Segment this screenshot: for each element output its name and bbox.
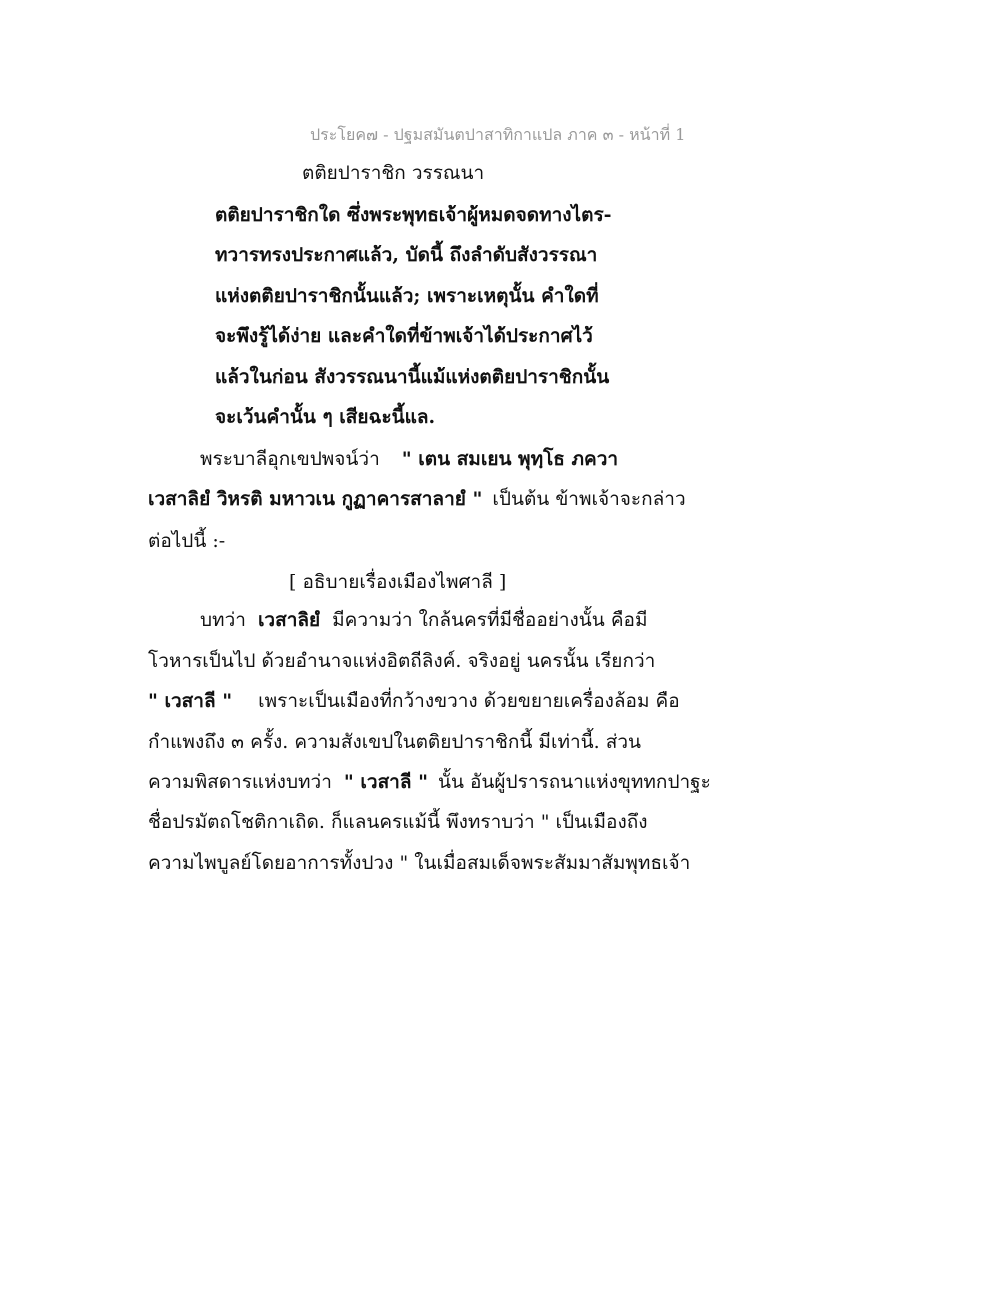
- intro-line: แล้วในก่อน สังวรรณนานี้แม้แห่งตติยปาราชิกนั้น: [215, 366, 610, 388]
- body-text: บทว่า: [200, 609, 246, 631]
- intro-line: แห่งตติยปาราชิกนั้นแล้ว; เพราะเหตุนั้น คำใดที่: [215, 285, 599, 307]
- intro-line: ทวารทรงประกาศแล้ว, บัดนี้ ถึงลำดับสังวรรณา: [215, 244, 598, 266]
- pali-text: เป็นต้น ข้าพเจ้าจะกล่าว: [492, 488, 686, 510]
- body-line: [148, 688, 680, 714]
- body-line: โวหารเป็นไป ด้วยอำนาจแห่งอิตถีลิงค์. จริงอยู่ นครนั้น เรียกว่า: [148, 650, 656, 672]
- intro-line: ตติยปาราชิกใด ซึ่งพระพุทธเจ้าผู้หมดจดทางไตร-: [215, 204, 612, 226]
- body-line: [200, 607, 647, 633]
- body-line: [148, 769, 711, 795]
- pali-intro-text: พระบาลีอุกเขปพจน์ว่า: [200, 448, 380, 470]
- pali-line: [200, 446, 618, 472]
- intro-line: จะพึงรู้ได้ง่าย และคำใดที่ข้าพเจ้าได้ประกาศไว้: [215, 325, 593, 347]
- term-vesaliyam: เวสาลิยํ: [257, 609, 321, 631]
- pali-line: [148, 486, 686, 512]
- pali-quote: " เตน สมเยน พุทฺโธ ภควา: [401, 448, 619, 470]
- term-vesali: " เวสาลี ": [343, 771, 428, 793]
- pali-quote: เวสาลิยํ วิหรติ มหาวเน กูฏาคารสาลายํ ": [148, 488, 483, 510]
- body-line: กำแพงถึง ๓ ครั้ง. ความสังเขปในตติยปาราชิกนี้ มีเท่านี้. ส่วน: [148, 731, 641, 753]
- intro-line: จะเว้นคำนั้น ๆ เสียฉะนี้แล.: [215, 406, 436, 428]
- pali-line: ต่อไปนี้ :-: [148, 530, 226, 552]
- body-text: มีความว่า ใกล้นครที่มีชื่ออย่างนั้น คือมี: [332, 609, 648, 631]
- body-line: ชื่อปรมัตถโชติกาเถิด. ก็แลนครแม้นี้ พึงทราบว่า " เป็นเมืองถึง: [148, 811, 648, 833]
- section-title: ตติยปาราชิก วรรณนา: [302, 162, 485, 184]
- subheading: [ อธิบายเรื่องเมืองไพศาลี ]: [289, 571, 507, 593]
- page-header: ประโยค๗ - ปฐมสมันตปาสาทิกาแปล ภาค ๓ - หน้าที่ 1: [310, 125, 686, 144]
- body-line: ความไพบูลย์โดยอาการทั้งปวง " ในเมื่อสมเด็จพระสัมมาสัมพุทธเจ้า: [148, 852, 691, 874]
- body-text: เพราะเป็นเมืองที่กว้างขวาง ด้วยขยายเครื่องล้อม คือ: [258, 690, 680, 712]
- body-text: ความพิสดารแห่งบทว่า: [148, 771, 332, 793]
- body-text: นั้น อันผู้ปรารถนาแห่งขุททกปาฐะ: [438, 771, 711, 793]
- term-vesali: " เวสาลี ": [148, 690, 233, 712]
